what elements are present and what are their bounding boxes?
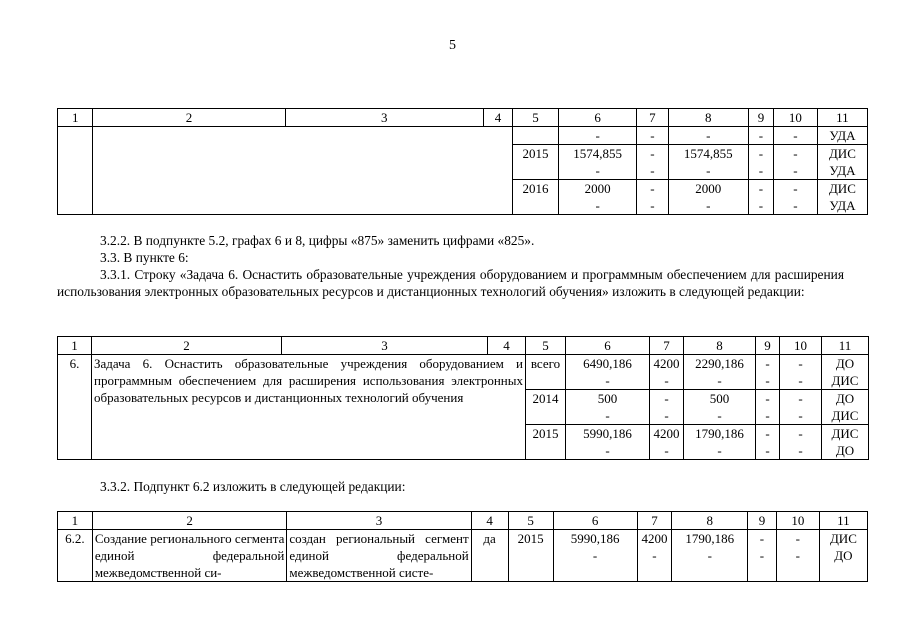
col-header: 9 bbox=[748, 109, 773, 127]
paragraph-3-3: 3.3. В пункте 6: bbox=[100, 250, 189, 265]
col-header: 8 bbox=[672, 512, 748, 530]
amendment-text-2 bbox=[57, 478, 844, 495]
col-header: 4 bbox=[471, 512, 508, 530]
value-cell: - bbox=[637, 127, 668, 145]
executor-cell: ДО ДИС bbox=[822, 355, 869, 390]
col-header: 9 bbox=[748, 512, 777, 530]
value-cell: - bbox=[668, 127, 748, 145]
col-header: 9 bbox=[756, 337, 780, 355]
table-row bbox=[58, 530, 868, 582]
value-cell: 500 - bbox=[566, 390, 650, 425]
year-cell: 2015 bbox=[513, 145, 559, 180]
table-row bbox=[58, 127, 868, 145]
value-cell: - - bbox=[756, 390, 780, 425]
col-header: 6 bbox=[553, 512, 637, 530]
header-row bbox=[58, 337, 869, 355]
col-header: 10 bbox=[780, 337, 822, 355]
value-cell: - - bbox=[780, 390, 822, 425]
task-description: Задача 6. Оснастить образовательные учреждения оборудованием и программным обеспечением для расширения использования электронных образовательных ресурсов и дистанционных технологий обучения bbox=[92, 355, 526, 460]
table-continuation bbox=[57, 108, 868, 215]
executor-cell: УДА bbox=[817, 127, 867, 145]
value-cell: - - bbox=[780, 355, 822, 390]
executor-cell: ДИС УДА bbox=[817, 145, 867, 180]
value-cell: - - bbox=[773, 145, 817, 180]
value-cell: 2000 - bbox=[668, 180, 748, 215]
col-header: 2 bbox=[92, 512, 287, 530]
row-number: 6.2. bbox=[58, 530, 93, 582]
year-cell: 2015 bbox=[526, 425, 566, 460]
paragraph-3-3-1: 3.3.1. Строку «Задача 6. Оснастить образовательные учреждения оборудованием и программным обеспечением для расширения использования электронных образовательных ресурсов и дистанционных технологий обучения» изложить в следующей редакции: bbox=[57, 267, 844, 299]
table-task-6 bbox=[57, 336, 869, 460]
header-row bbox=[58, 109, 868, 127]
value-cell: - bbox=[748, 127, 773, 145]
value-cell: - bbox=[773, 127, 817, 145]
amendment-text bbox=[57, 232, 844, 300]
value-cell: - - bbox=[748, 145, 773, 180]
col-header: 1 bbox=[58, 337, 92, 355]
value-cell: 1790,186 - bbox=[672, 530, 748, 582]
value-cell: - - bbox=[756, 355, 780, 390]
value-cell: 6490,186 - bbox=[566, 355, 650, 390]
page-number: 5 bbox=[449, 38, 456, 53]
value-cell: 5990,186 - bbox=[566, 425, 650, 460]
value-cell: - - bbox=[637, 145, 668, 180]
col-header: 4 bbox=[488, 337, 526, 355]
col-header: 3 bbox=[287, 512, 471, 530]
col-header: 2 bbox=[92, 337, 282, 355]
col-header: 3 bbox=[282, 337, 488, 355]
col-header: 5 bbox=[526, 337, 566, 355]
year-cell: 2015 bbox=[508, 530, 553, 582]
action-description: Создание регионального сегмента единой федеральной межведомственной си- bbox=[92, 530, 287, 582]
value-cell: - - bbox=[650, 390, 684, 425]
col-header: 10 bbox=[773, 109, 817, 127]
col-header: 11 bbox=[822, 337, 869, 355]
result-description: создан региональный сегмент единой федеральной межведомственной систе- bbox=[287, 530, 471, 582]
value-cell: - - bbox=[748, 180, 773, 215]
value-cell: - - bbox=[748, 530, 777, 582]
year-cell: 2014 bbox=[526, 390, 566, 425]
col-header: 4 bbox=[483, 109, 512, 127]
table-row bbox=[58, 355, 869, 390]
table-subitem-6-2 bbox=[57, 511, 868, 582]
col-header: 8 bbox=[684, 337, 756, 355]
empty-cell bbox=[93, 127, 513, 215]
executor-cell: ДО ДИС bbox=[822, 390, 869, 425]
col-header: 8 bbox=[668, 109, 748, 127]
flag-cell: да bbox=[471, 530, 508, 582]
col-header: 6 bbox=[558, 109, 636, 127]
value-cell: 4200 - bbox=[637, 530, 672, 582]
value-cell: 500 - bbox=[684, 390, 756, 425]
executor-cell: ДИС УДА bbox=[817, 180, 867, 215]
value-cell: - - bbox=[776, 530, 819, 582]
year-cell bbox=[513, 127, 559, 145]
value-cell: - - bbox=[637, 180, 668, 215]
col-header: 11 bbox=[819, 512, 867, 530]
col-header: 7 bbox=[637, 109, 668, 127]
year-cell: всего bbox=[526, 355, 566, 390]
col-header: 5 bbox=[513, 109, 559, 127]
header-row bbox=[58, 512, 868, 530]
col-header: 6 bbox=[566, 337, 650, 355]
value-cell: - - bbox=[756, 425, 780, 460]
col-header: 1 bbox=[58, 512, 93, 530]
executor-cell: ДИС ДО bbox=[819, 530, 867, 582]
paragraph-3-2-2: 3.2.2. В подпункте 5.2, графах 6 и 8, цифры «875» заменить цифрами «825». bbox=[100, 233, 535, 248]
col-header: 5 bbox=[508, 512, 553, 530]
col-header: 1 bbox=[58, 109, 93, 127]
col-header: 2 bbox=[93, 109, 285, 127]
value-cell: 1574,855 - bbox=[668, 145, 748, 180]
col-header: 10 bbox=[776, 512, 819, 530]
row-number: 6. bbox=[58, 355, 92, 460]
col-header: 3 bbox=[285, 109, 483, 127]
value-cell: 1790,186 - bbox=[684, 425, 756, 460]
col-header: 11 bbox=[817, 109, 867, 127]
value-cell: 2000 - bbox=[558, 180, 636, 215]
value-cell: 1574,855 - bbox=[558, 145, 636, 180]
year-cell: 2016 bbox=[513, 180, 559, 215]
value-cell: - - bbox=[773, 180, 817, 215]
value-cell: 4200 - bbox=[650, 425, 684, 460]
empty-cell bbox=[58, 127, 93, 215]
value-cell: - - bbox=[780, 425, 822, 460]
value-cell: 2290,186 - bbox=[684, 355, 756, 390]
value-cell: - bbox=[558, 127, 636, 145]
value-cell: 4200 - bbox=[650, 355, 684, 390]
paragraph-3-3-2: 3.3.2. Подпункт 6.2 изложить в следующей редакции: bbox=[100, 479, 406, 494]
col-header: 7 bbox=[650, 337, 684, 355]
col-header: 7 bbox=[637, 512, 672, 530]
executor-cell: ДИС ДО bbox=[822, 425, 869, 460]
value-cell: 5990,186 - bbox=[553, 530, 637, 582]
